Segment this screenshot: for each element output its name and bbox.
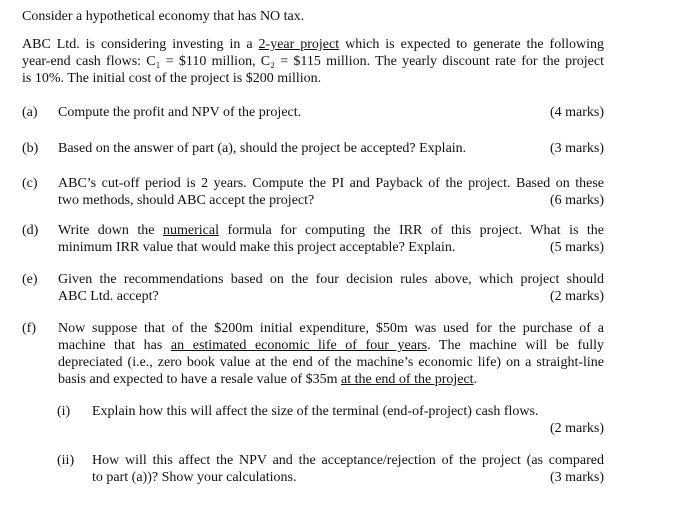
subquestion-i-marks: (2 marks) [549,421,604,436]
question-c-label: (c) [22,176,38,191]
subquestion-ii-line-1: How will this affect the NPV and the acceptance/rejection of the project (as compared [92,453,604,468]
question-b-marks: (3 marks) [549,141,604,156]
subquestion-ii-line-2: to part (a))? Show your calculations. [92,470,297,485]
question-f-line-2-pre: machine that has [58,338,171,353]
question-e-line-1: Given the recommendations based on the four decision rules above, which project should [58,272,604,287]
question-f-line-4-post: . [473,372,478,387]
question-f-line-3: depreciated (i.e., zero book value at the end of the machine’s economic life) on a straight-line [58,355,604,370]
scenario-line-2: year-end cash flows: C₁ = $110 million, C₂ = $115 million. The yearly discount rate for the project [22,54,604,69]
scenario-underlined-2-year: 2-year project [258,37,340,52]
question-c-line-2: two methods, should ABC accept the project? [58,193,315,208]
question-d-label: (d) [22,223,39,238]
question-f [22,320,604,388]
subquestion-i-text: Explain how this will affect the size of the terminal (end-of-project) cash flows. [92,404,539,419]
question-b-label: (b) [22,141,39,156]
question-e [22,271,604,305]
scenario-line-1-post: which is expected to generate the following [339,37,605,52]
subquestion-i [57,403,604,437]
question-c-marks: (6 marks) [549,193,604,208]
question-f-line-4-pre: basis and expected to have a resale value of $35m [58,372,342,387]
question-b [22,140,604,157]
question-d-underlined-numerical: numerical [162,223,219,238]
question-e-label: (e) [22,272,38,287]
scenario-line-1 [22,36,604,53]
question-f-underlined-economic-life: an estimated economic life of four years [170,338,428,353]
question-d-marks: (5 marks) [549,240,604,255]
question-c [22,175,604,209]
subquestion-ii-marks: (3 marks) [549,470,604,485]
question-f-underlined-end-of-project: at the end of the project [341,372,474,387]
subquestion-ii-label: (ii) [57,453,75,468]
question-f-line-2-post: . The machine will be fully [427,338,604,353]
question-d-line-1 [58,222,604,239]
question-f-line-4 [58,371,604,388]
question-e-line-2: ABC Ltd. accept? [58,289,159,304]
question-b-text: Based on the answer of part (a), should the project be accepted? Explain. [58,141,467,156]
question-f-line-2 [58,337,604,354]
question-a-marks: (4 marks) [549,105,604,120]
question-f-label: (f) [22,321,36,336]
question-d-line-1-post: formula for computing the IRR of this project. What is the [218,223,605,238]
question-e-marks: (2 marks) [549,289,604,304]
question-d [22,222,604,256]
scenario-line-1-pre: ABC Ltd. is considering investing in a [22,37,259,52]
question-d-line-1-pre: Write down the [58,223,163,238]
question-a-text: Compute the profit and NPV of the project. [58,105,302,120]
question-f-line-1: Now suppose that of the $200m initial expenditure, $50m was used for the purchase of a [58,321,604,336]
scenario-paragraph [22,36,604,87]
question-a [22,104,604,121]
question-a-label: (a) [22,105,38,120]
intro-text: Consider a hypothetical economy that has NO tax. [22,9,305,24]
subquestion-i-label: (i) [57,404,71,419]
question-d-line-2: minimum IRR value that would make this project acceptable? Explain. [58,240,456,255]
scenario-line-3: is 10%. The initial cost of the project is $200 million. [22,71,322,86]
question-c-line-1: ABC’s cut-off period is 2 years. Compute the PI and Payback of the project. Based on these [58,176,604,191]
subquestion-ii [57,452,604,486]
